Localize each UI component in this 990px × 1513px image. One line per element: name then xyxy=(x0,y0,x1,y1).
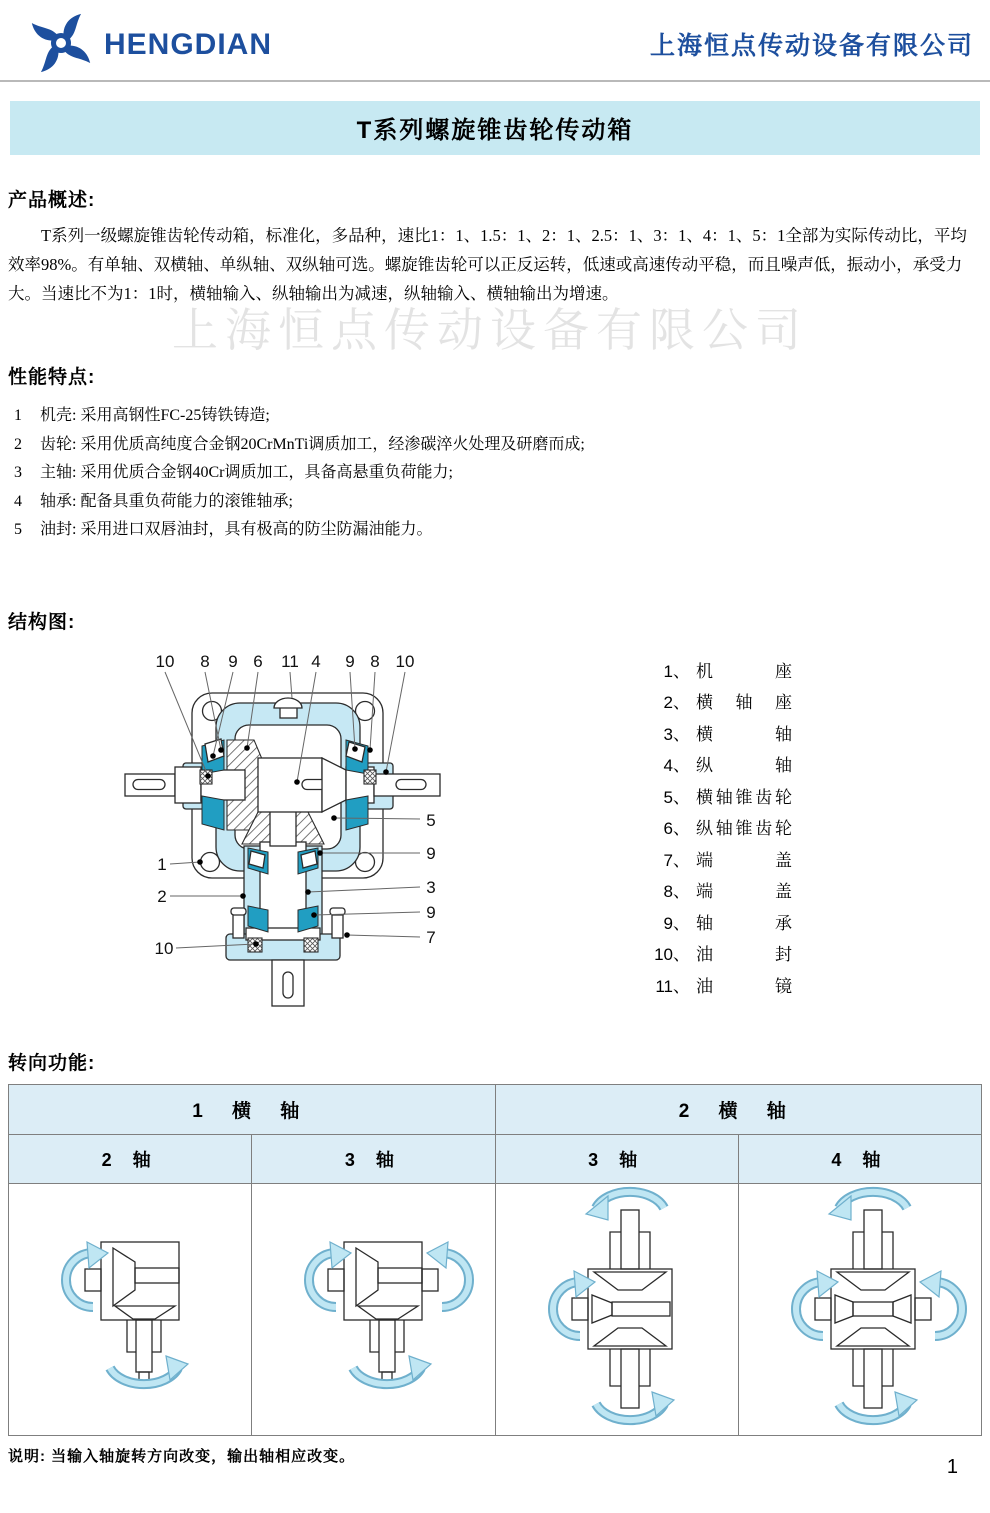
table-note: 说明: 当输入轴旋转方向改变，输出轴相应改变。 xyxy=(8,1447,356,1465)
title-banner: T系列螺旋锥齿轮传动箱 xyxy=(10,101,980,155)
group-header-2: 2 横 轴 xyxy=(495,1084,982,1134)
rotation-arrow-left xyxy=(309,1242,351,1307)
svg-text:7: 7 xyxy=(426,927,436,947)
feature-number: 4 xyxy=(14,492,22,510)
part-item: 8、 端盖 xyxy=(663,882,792,901)
part-item: 7、 端盖 xyxy=(663,850,792,870)
rotation-arrow-left xyxy=(553,1271,595,1336)
header-divider xyxy=(0,80,990,82)
feature-number: 3 xyxy=(14,464,22,481)
axis-header-4: 4 轴 xyxy=(738,1134,981,1183)
feature-item xyxy=(0,488,990,517)
direction-diagram-2 xyxy=(252,1184,495,1430)
svg-text:10: 10 xyxy=(155,651,175,671)
axis-header-2: 3 轴 xyxy=(252,1134,495,1183)
hengdian-logo-icon xyxy=(30,12,92,74)
direction-diagram-1 xyxy=(9,1184,252,1430)
axis-header-1: 2 轴 xyxy=(9,1134,252,1183)
svg-text:11: 11 xyxy=(281,651,299,671)
feature-number: 2 xyxy=(14,435,22,453)
overview-paragraph: T系列一级螺旋锥齿轮传动箱，标准化，多品种，速比1：1、1.5：1、2：1、2.5：1、3：1、4：1、5：1全部为实际传动比，平均效率98%。有单轴、双横轴、单纵轴、双纵轴可选。螺旋锥齿轮可以正反运转，低速或高速传动平稳，而且噪声低，振动小，承受力大。当速比不为1：1时，横轴输入、纵轴输出为减速，纵轴输入、横轴输出为增速。 xyxy=(8,226,967,303)
company-name: 上海恒点传动设备有限公司 xyxy=(649,33,974,60)
svg-text:8: 8 xyxy=(370,651,380,671)
feature-item xyxy=(0,402,990,431)
svg-text:6: 6 xyxy=(253,651,263,671)
rotation-arrow-bottom xyxy=(110,1356,188,1384)
svg-text:8: 8 xyxy=(200,651,210,671)
rotation-arrow-bottom xyxy=(596,1392,674,1420)
svg-text:5: 5 xyxy=(426,810,436,830)
feature-item xyxy=(0,516,990,545)
svg-text:9: 9 xyxy=(228,651,238,671)
svg-text:2: 2 xyxy=(157,886,167,906)
rotation-arrow-bottom xyxy=(839,1392,917,1420)
direction-diagram-4 xyxy=(739,1184,982,1430)
structure-diagram xyxy=(120,646,650,1038)
rotation-arrow-bottom xyxy=(353,1356,431,1384)
svg-text:9: 9 xyxy=(426,902,436,922)
parts-list xyxy=(644,656,808,1038)
feature-text: 机壳: 采用高钢性FC-25铸铁铸造; xyxy=(40,407,270,424)
part-item: 2、 横轴座 xyxy=(663,693,792,712)
svg-text:3: 3 xyxy=(426,877,436,897)
part-item: 5、 横轴锥齿轮 xyxy=(663,787,792,807)
part-item: 6、 纵轴锥齿轮 xyxy=(663,819,792,838)
rotation-arrow-top xyxy=(586,1191,664,1219)
diagram-cell-1 xyxy=(9,1183,252,1435)
group-header-1: 1 横 轴 xyxy=(9,1084,496,1134)
svg-text:10: 10 xyxy=(395,651,415,671)
page-number: 1 xyxy=(946,1456,958,1478)
part-item: 11、 油镜 xyxy=(655,976,792,996)
features-list xyxy=(0,402,990,545)
diagram-cell-3 xyxy=(495,1183,738,1435)
header xyxy=(0,0,990,78)
svg-text:10: 10 xyxy=(154,938,174,958)
feature-number: 5 xyxy=(14,521,22,538)
part-item: 10、 油封 xyxy=(654,945,792,964)
feature-number: 1 xyxy=(14,407,22,424)
diagram-cell-2 xyxy=(252,1183,495,1435)
rotation-arrow-right xyxy=(427,1242,469,1307)
steering-table xyxy=(8,1084,982,1436)
overview-heading: 产品概述: xyxy=(8,190,96,211)
part-item: 1、 机座 xyxy=(663,661,792,681)
part-item: 4、 纵轴 xyxy=(663,756,792,775)
rotation-arrow-left xyxy=(796,1271,838,1336)
diagram-cell-4 xyxy=(738,1183,981,1435)
part-item: 3、 横轴 xyxy=(663,724,792,744)
watermark: 上海恒点传动设备有限公司 xyxy=(172,305,808,356)
direction-diagram-3 xyxy=(496,1184,739,1430)
feature-item xyxy=(0,459,990,488)
svg-text:9: 9 xyxy=(426,843,436,863)
features-heading: 性能特点: xyxy=(8,367,96,388)
logo-text: HENGDIAN xyxy=(104,28,273,61)
structure-heading: 结构图: xyxy=(8,611,76,633)
structure-section xyxy=(0,646,990,1038)
feature-text: 齿轮: 采用优质高纯度合金钢20CrMnTi调质加工，经渗碳淬火处理及研磨而成; xyxy=(40,435,585,453)
svg-text:4: 4 xyxy=(311,651,321,671)
svg-text:9: 9 xyxy=(345,651,355,671)
rotation-arrow-left xyxy=(66,1242,108,1307)
feature-text: 轴承: 配备具重负荷能力的滚锥轴承; xyxy=(40,492,293,510)
feature-text: 油封: 采用进口双唇油封，具有极高的防尘防漏油能力。 xyxy=(40,521,433,538)
feature-item xyxy=(0,431,990,460)
svg-text:1: 1 xyxy=(157,854,167,874)
part-item: 9、 轴承 xyxy=(663,913,792,933)
rotation-arrow-top xyxy=(829,1191,907,1219)
logo xyxy=(30,12,272,74)
steering-heading: 转向功能: xyxy=(8,1052,96,1074)
rotation-arrow-right xyxy=(920,1271,962,1336)
axis-header-3: 3 轴 xyxy=(495,1134,738,1183)
feature-text: 主轴: 采用优质合金钢40Cr调质加工，具备高悬重负荷能力; xyxy=(40,464,453,481)
